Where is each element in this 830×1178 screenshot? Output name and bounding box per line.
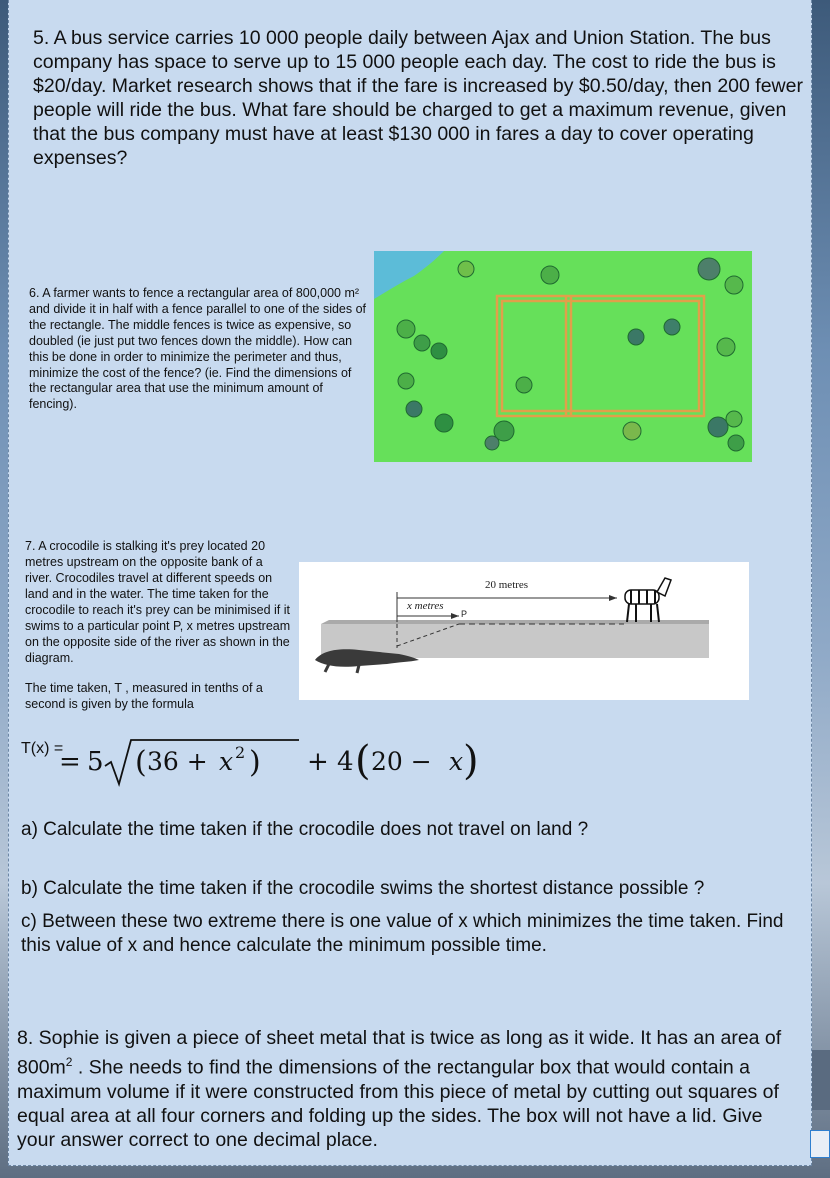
diagram-label-x-metres: x metres [407, 600, 444, 612]
question-7-formula-intro: The time taken, T , measured in tenths of a second is given by the formula [25, 681, 263, 711]
formula-prefix: T(x) = [21, 740, 64, 757]
question-6-text: 6. A farmer wants to fence a rectangular area of 800,000 m² and divide it in half with a fence parallel to one of the sides of the rectangle. The middle fences is twice as expensive, so doubled (ie just put two fences down the middle). How can this be done in order to minimize the perimeter and thus, minimize the cost of the fence? (ie. Find the dimensions of the rectangular area that use the minimum amount of fencing). [29, 286, 367, 412]
question-7c-text [21, 910, 801, 958]
question-8-text [17, 1026, 787, 1152]
crocodile-river-diagram [299, 562, 749, 700]
question-7b-text: b) Calculate the time taken if the crocodile swims the shortest distance possible ? [21, 878, 705, 899]
background-window-edge [812, 1050, 830, 1110]
svg-text:): ) [249, 745, 261, 780]
diagram-label-20-metres: 20 metres [485, 579, 529, 591]
question-8-main: 8. Sophie is given a piece of sheet metal that is twice as long as it wide. It has an area of 800m [17, 1027, 782, 1079]
question-7-text: 7. A crocodile is stalking it's prey located 20 metres upstream on the opposite bank of a river. Crocodiles travel at different speeds on land and in the water. The time taken for the crocodile to reach it's prey can be minimised if it swims to a particular point P, x metres upstream on the opposite side of the river as shown in the diagram. [25, 539, 291, 665]
svg-text:+ 4: + 4 [307, 747, 354, 777]
worksheet-page [8, 0, 812, 1166]
svg-text:x: x [219, 747, 234, 776]
svg-text:20 −: 20 − [371, 747, 432, 776]
svg-text:(: ( [135, 745, 147, 780]
question-7a-text: a) Calculate the time taken if the crocodile does not travel on land ? [21, 819, 589, 840]
svg-text:36 +: 36 + [147, 747, 208, 776]
svg-text:5: 5 [87, 747, 104, 777]
question-8-superscript: 2 [65, 1055, 73, 1069]
time-formula [59, 732, 509, 792]
question-8-rest: . She needs to find the dimensions of the rectangular box that would contain a maximum volume if it were constructed from this piece of metal by cutting out squares of equal area at all four corners and folding up the sides. The box will not have a lid. Give your answer correct to one decimal place. [17, 1056, 779, 1151]
svg-text:2: 2 [235, 743, 246, 762]
svg-text:): ) [463, 738, 479, 784]
diagram-label-p: P [461, 609, 468, 619]
svg-text:=: = [59, 747, 81, 777]
question-5-text: 5. A bus service carries 10 000 people daily between Ajax and Union Station. The bus company has space to serve up to 15 000 people each day. The cost to ride the bus is $20/day. Market research shows that if the fare is increased by $0.50/day, then 200 fewer people will ride the bus. What fare should be charged to get a maximum revenue, given that the bus company must have at least $130 000 in fares a day to cover operating expenses? [33, 27, 803, 169]
question-7c-body: c) Between these two extreme there is one value of x which minimizes the time taken. Find this value of x and hence calculate the minimum possible time. [21, 911, 784, 956]
svg-text:(: ( [355, 738, 371, 784]
window-restore-icon[interactable] [810, 1130, 830, 1158]
svg-text:x: x [449, 747, 464, 776]
farm-field-illustration [374, 251, 752, 462]
